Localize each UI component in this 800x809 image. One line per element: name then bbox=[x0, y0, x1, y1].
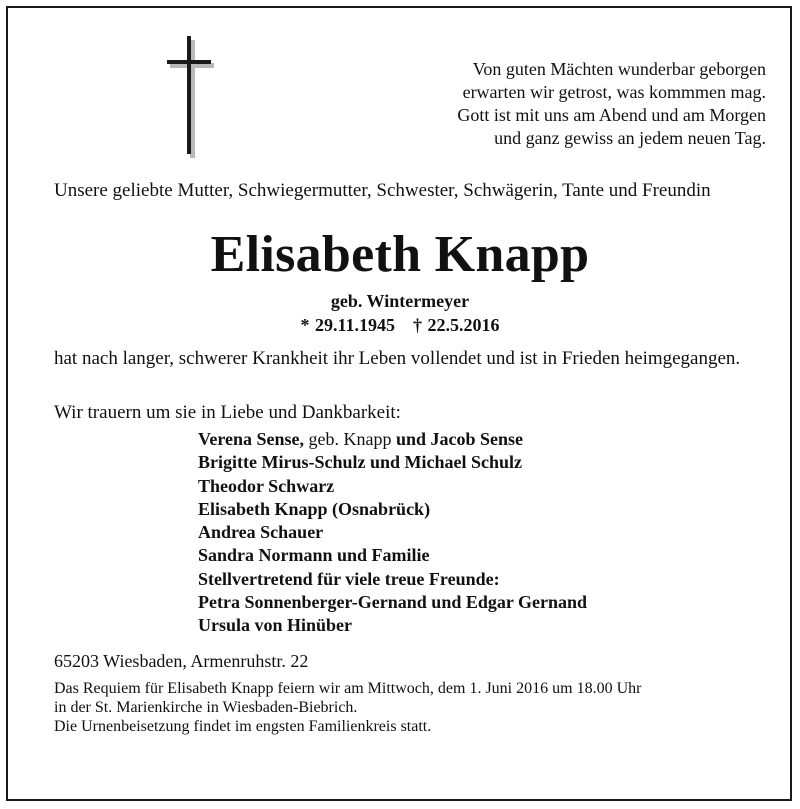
mourner-item: Andrea Schauer bbox=[198, 522, 324, 543]
mourner-name: und Jacob Sense bbox=[396, 429, 524, 449]
mourner-item: Brigitte Mirus-Schulz und Michael Schulz bbox=[198, 452, 522, 473]
poem-line: und ganz gewiss an jedem neuen Tag. bbox=[494, 128, 766, 148]
mourner-item: Ursula von Hinüber bbox=[198, 615, 353, 636]
notice-line: Das Requiem für Elisabeth Knapp feiern wir am Mittwoch, dem 1. Juni 2016 um 18.00 Uhr bbox=[54, 680, 642, 697]
poem-line: Gott ist mit uns am Abend und am Morgen bbox=[457, 105, 766, 125]
death-date: † 22.5.2016 bbox=[413, 315, 500, 335]
service-notice bbox=[54, 679, 766, 736]
cross-icon bbox=[166, 36, 214, 158]
mourner-item: Petra Sonnenberger-Gernand und Edgar Gernand bbox=[198, 592, 588, 613]
mourner-born: geb. Knapp bbox=[304, 429, 396, 449]
poem-line: erwarten wir getrost, was kommmen mag. bbox=[462, 82, 766, 102]
mourner-item: Theodor Schwarz bbox=[198, 475, 335, 496]
mourner-item bbox=[198, 428, 587, 451]
deceased-name: Elisabeth Knapp bbox=[210, 226, 590, 283]
mourner-item: Elisabeth Knapp (Osnabrück) bbox=[198, 498, 431, 519]
notice-line: in der St. Marienkirche in Wiesbaden-Biebrich. bbox=[54, 699, 358, 716]
mourners-list bbox=[198, 428, 587, 638]
maiden-name: geb. Wintermeyer bbox=[330, 291, 470, 311]
mourner-name: Verena Sense, bbox=[198, 429, 305, 449]
poem bbox=[457, 58, 766, 150]
mourner-item: Stellvertretend für viele treue Freunde: bbox=[198, 568, 500, 589]
poem-line: Von guten Mächten wunderbar geborgen bbox=[472, 59, 766, 79]
address: 65203 Wiesbaden, Armenruhstr. 22 bbox=[54, 651, 309, 671]
mourning-line: Wir trauern um sie in Liebe und Dankbarkeit: bbox=[54, 402, 401, 423]
notice-line: Die Urnenbeisetzung findet im engsten Familienkreis statt. bbox=[54, 718, 432, 735]
birth-date: * 29.11.1945 bbox=[300, 315, 395, 335]
life-dates bbox=[0, 314, 800, 336]
statement-text: hat nach langer, schwerer Krankheit ihr Leben vollendet und ist in Frieden heimgegangen. bbox=[54, 348, 741, 369]
intro-text: Unsere geliebte Mutter, Schwiegermutter, Schwester, Schwägerin, Tante und Freundin bbox=[54, 180, 711, 201]
mourner-item: Sandra Normann und Familie bbox=[198, 545, 430, 566]
